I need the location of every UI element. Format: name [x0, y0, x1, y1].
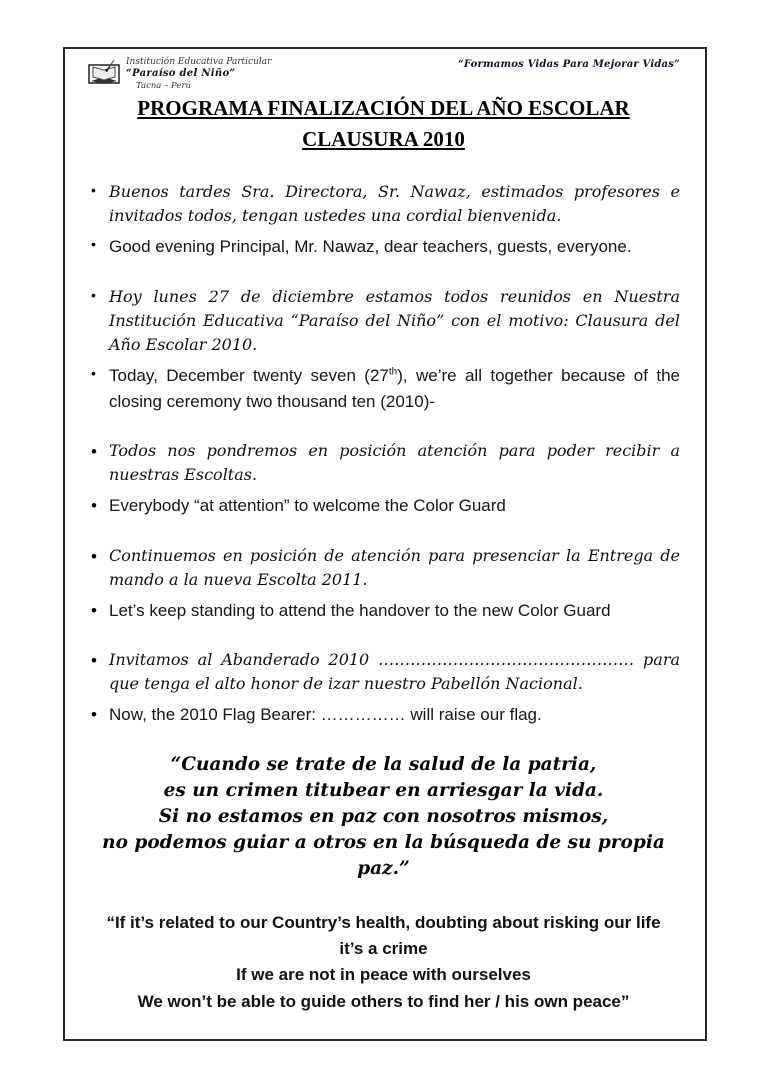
- quote-en-line-4: We won’t be able to guide others to find her / his own peace”: [137, 991, 630, 1011]
- school-type: Institución Educativa Particular: [126, 57, 272, 67]
- bullet-group-4: [87, 544, 680, 624]
- bullet-group-3: [87, 439, 680, 519]
- bullet-text-en-part2: ), we’re all together because of the closing ceremony two thousand ten (2010)-: [109, 365, 680, 411]
- bullet-marker: •: [91, 546, 97, 566]
- bullet-text-es: Todos nos pondremos en posición atención para poder recibir a nuestras Escoltas.: [109, 441, 680, 485]
- bullet-text-es: Hoy lunes 27 de diciembre estamos todos reunidos en Nuestra Institución Educativa “Paraíso del Niño” con el motivo: Clausura del Año Escolar 2010.: [109, 286, 680, 354]
- quote-en-line-1: “If it’s related to our Country’s health, doubting about risking our life: [106, 912, 661, 932]
- bullet-item-en: [87, 493, 680, 519]
- program-items: [87, 180, 680, 728]
- document-page: [63, 47, 707, 1041]
- bullet-text-en: Everybody “at attention” to welcome the Color Guard: [109, 496, 506, 516]
- bullet-text-en-part1: Today, December twenty seven (27: [109, 365, 389, 385]
- bullet-marker: •: [91, 704, 97, 724]
- bullet-marker: •: [91, 364, 96, 381]
- bullet-text-es: Buenos tardes Sra. Directora, Sr. Nawaz, estimados profesores e invitados todos, tengan ustedes una cordial bienvenida.: [109, 182, 680, 226]
- bullet-group-5: [87, 648, 680, 728]
- bullet-item-en: [87, 702, 680, 728]
- bullet-item-es: [87, 544, 680, 592]
- title-line-2: CLAUSURA 2010: [302, 126, 465, 151]
- bullet-marker: •: [91, 286, 96, 303]
- bullet-marker: •: [91, 650, 97, 670]
- bullet-text-en: Now, the 2010 Flag Bearer: …………… will raise our flag.: [109, 704, 542, 724]
- quote-es-line-4: no podemos guiar a otros en la búsqueda de su propia paz.”: [102, 831, 665, 879]
- bullet-item-es: [87, 180, 680, 228]
- title-line-1: PROGRAMA FINALIZACIÓN DEL AÑO ESCOLAR: [137, 96, 630, 121]
- bullet-item-en: [87, 598, 680, 624]
- school-motto: “Formamos Vidas Para Mejorar Vidas”: [457, 59, 680, 70]
- bullet-item-es: [87, 648, 680, 696]
- bullet-text-en: Let’s keep standing to attend the handover to the new Color Guard: [109, 600, 611, 620]
- bullet-group-2: [87, 285, 680, 416]
- quote-en-line-3: If we are not in peace with ourselves: [236, 965, 531, 985]
- bullet-item-es: [87, 439, 680, 487]
- bullet-item-en: [87, 234, 680, 260]
- school-text-block: [126, 57, 271, 91]
- bullet-item-es: [87, 285, 680, 357]
- quote-es-line-2: es un crimen titubear en arriesgar la vida.: [163, 780, 604, 802]
- quote-en-line-2: it’s a crime: [339, 939, 428, 959]
- bullet-marker: •: [91, 442, 97, 462]
- bullet-marker: •: [91, 600, 97, 620]
- quote-es-line-3: Si no estamos en paz con nosotros mismos,: [158, 806, 609, 828]
- document-title: [87, 93, 680, 154]
- school-identity: [87, 57, 271, 91]
- quote-english: [87, 910, 680, 1015]
- bullet-text-en: Good evening Principal, Mr. Nawaz, dear teachers, guests, everyone.: [109, 237, 632, 257]
- bullet-group-1: [87, 180, 680, 260]
- page-header: [87, 57, 680, 91]
- bullet-marker: •: [91, 182, 96, 199]
- bullet-text-es: Invitamos al Abanderado 2010 ………………………………………… para que tenga el alto honor de izar nuestro Pabellón Nacional.: [109, 649, 680, 693]
- ordinal-superscript: th: [388, 365, 398, 377]
- school-name: “Paraíso del Niño”: [126, 68, 236, 80]
- quote-es-line-1: “Cuando se trate de la salud de la patria,: [170, 754, 597, 776]
- bullet-text-es: Continuemos en posición de atención para presenciar la Entrega de mando a la nueva Escolta 2011.: [109, 545, 680, 589]
- bullet-marker: •: [91, 496, 97, 516]
- school-location: Tacna – Perú: [136, 80, 191, 91]
- bullet-text-en: [109, 363, 680, 416]
- bullet-item-en: [87, 363, 680, 416]
- bullet-marker: •: [91, 236, 96, 253]
- quote-spanish: [87, 752, 680, 881]
- school-logo-icon: [87, 57, 121, 87]
